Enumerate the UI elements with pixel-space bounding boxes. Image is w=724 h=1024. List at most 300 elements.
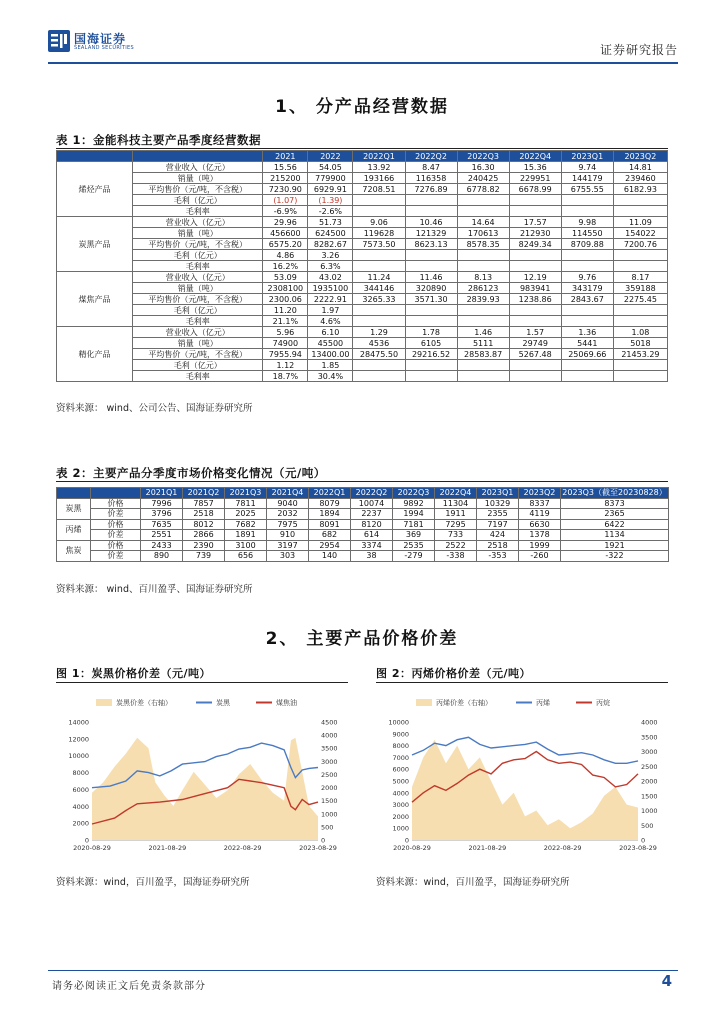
table-cell: 8120 <box>351 519 393 530</box>
table-cell <box>509 206 561 217</box>
table-cell: 1894 <box>309 509 351 520</box>
table-cell: 7181 <box>393 519 435 530</box>
table-cell: -6.9% <box>263 206 308 217</box>
table-cell: 8012 <box>183 519 225 530</box>
table-cell: 2355 <box>477 509 519 520</box>
table-cell: 983941 <box>509 283 561 294</box>
table-cell: 13.92 <box>353 162 405 173</box>
table-row <box>57 519 669 530</box>
table-cell <box>613 360 667 371</box>
row-label: 营业收入（亿元） <box>133 217 263 228</box>
table-cell <box>509 305 561 316</box>
table-cell: 21.1% <box>263 316 308 327</box>
y-right-tick-label: 3000 <box>641 748 658 756</box>
table-cell: 43.02 <box>308 272 353 283</box>
table-cell <box>405 195 457 206</box>
table-cell: 2522 <box>435 540 477 551</box>
column-header: 2023Q3（截至20230828） <box>562 488 667 498</box>
table-cell <box>457 371 509 382</box>
y-left-tick-label: 9000 <box>392 730 409 739</box>
table-cell <box>457 261 509 272</box>
y-right-tick-label: 1500 <box>641 792 658 801</box>
table-cell <box>457 250 509 261</box>
y-right-tick-label: 2500 <box>321 770 338 779</box>
table-cell: 2390 <box>183 540 225 551</box>
section-title-2: 2、 主要产品价格价差 <box>265 629 459 649</box>
table-cell: 2275.45 <box>613 294 667 305</box>
y-right-tick-label: 0 <box>641 836 646 845</box>
table-row <box>57 261 668 272</box>
table-cell: 1.57 <box>509 327 561 338</box>
row-label: 价差 <box>91 530 141 541</box>
table-cell: 2025 <box>225 509 267 520</box>
x-tick-label: 2023-08-29 <box>299 844 337 852</box>
table-row <box>57 360 668 371</box>
table-cell <box>613 316 667 327</box>
table2 <box>56 487 669 562</box>
table-row <box>57 530 669 541</box>
table-cell: 29749 <box>509 338 561 349</box>
y-right-tick-label: 3500 <box>641 733 658 742</box>
y-left-tick-label: 10000 <box>68 752 89 761</box>
table-cell: 14.64 <box>457 217 509 228</box>
table-cell: 456600 <box>263 228 308 239</box>
table-cell <box>353 305 405 316</box>
y-left-tick-label: 12000 <box>68 735 89 744</box>
figure2-source: 资料来源：wind，百川盈孚，国海证券研究所 <box>376 877 570 888</box>
table-cell: 5.96 <box>263 327 308 338</box>
table-header-row <box>57 151 668 162</box>
table-cell <box>613 371 667 382</box>
table-cell: 1238.86 <box>509 294 561 305</box>
y-left-tick-label: 4000 <box>72 802 89 811</box>
table-cell <box>613 195 667 206</box>
table-cell <box>561 371 613 382</box>
table-cell: 9.74 <box>561 162 613 173</box>
y-right-tick-label: 3000 <box>321 757 338 766</box>
table-cell: 2535 <box>393 540 435 551</box>
x-tick-label: 2022-08-29 <box>223 844 262 852</box>
logo-subtext: SEALAND SECURITIES <box>74 45 134 51</box>
table-cell: 1.97 <box>308 305 353 316</box>
table-row <box>57 283 668 294</box>
row-label: 毛利（亿元） <box>133 195 263 206</box>
y-right-tick-label: 1500 <box>321 797 338 806</box>
y-left-tick-label: 10000 <box>388 718 409 727</box>
table-cell <box>613 305 667 316</box>
table-cell: 193166 <box>353 173 405 184</box>
table-row <box>57 184 668 195</box>
table-row <box>57 272 668 283</box>
table-cell: 7635 <box>141 519 183 530</box>
table-cell: 215200 <box>263 173 308 184</box>
table-row <box>57 498 669 509</box>
table-cell: 3265.33 <box>353 294 405 305</box>
table-row <box>57 294 668 305</box>
row-label: 营业收入（亿元） <box>133 162 263 173</box>
table-cell: 343179 <box>561 283 613 294</box>
y-right-tick-label: 0 <box>321 836 326 845</box>
table-cell <box>405 360 457 371</box>
y-right-tick-label: 4500 <box>321 718 338 727</box>
table-cell: 8.47 <box>405 162 457 173</box>
table-cell: 7682 <box>225 519 267 530</box>
table-cell: 10.46 <box>405 217 457 228</box>
legend-label: 丙烯价差（右轴） <box>436 699 492 707</box>
table-cell: 6678.99 <box>509 184 561 195</box>
table-cell: 1.46 <box>457 327 509 338</box>
column-header: 2022Q1 <box>353 151 405 162</box>
table-cell <box>353 371 405 382</box>
table-cell: 1.78 <box>405 327 457 338</box>
y-left-tick-label: 8000 <box>392 742 409 751</box>
table-row <box>57 250 668 261</box>
table-cell: 11304 <box>435 498 477 509</box>
column-header: 2022Q2 <box>405 151 457 162</box>
table-cell: 2433 <box>141 540 183 551</box>
table-cell <box>561 250 613 261</box>
y-right-tick-label: 4000 <box>321 731 338 740</box>
column-header: 2021Q3 <box>225 488 267 499</box>
table-cell <box>353 261 405 272</box>
table-cell: 7857 <box>183 498 225 509</box>
table-cell: 779900 <box>308 173 353 184</box>
table-cell: 6778.82 <box>457 184 509 195</box>
table-cell: 890 <box>141 551 183 562</box>
x-tick-label: 2021-08-29 <box>468 844 507 852</box>
table-cell: 3571.30 <box>405 294 457 305</box>
column-header <box>91 488 141 499</box>
table-cell: 344146 <box>353 283 405 294</box>
table-header-row <box>57 488 669 499</box>
column-header <box>57 488 91 499</box>
legend-label: 煤焦油 <box>276 699 297 707</box>
table-row <box>57 217 668 228</box>
table-cell <box>353 360 405 371</box>
row-label: 价差 <box>91 509 141 520</box>
table-cell: 5267.48 <box>509 349 561 360</box>
table-cell: 8079 <box>309 498 351 509</box>
table-cell: 28583.87 <box>457 349 509 360</box>
table-cell: 3197 <box>267 540 309 551</box>
table-cell: 303 <box>267 551 309 562</box>
table-cell: 5018 <box>613 338 667 349</box>
table-row <box>57 162 668 173</box>
table-cell <box>561 261 613 272</box>
figure2-rule <box>376 682 668 683</box>
table-cell: 6929.91 <box>308 184 353 195</box>
row-label: 价格 <box>91 540 141 551</box>
figure1-chart <box>56 690 348 860</box>
table-cell: 2518 <box>477 540 519 551</box>
y-left-tick-label: 2000 <box>392 812 409 821</box>
legend-label: 炭黑 <box>216 699 230 707</box>
table-cell: 15.36 <box>509 162 561 173</box>
table-cell: 614 <box>351 530 393 541</box>
table-cell: 2300.06 <box>263 294 308 305</box>
table-cell <box>509 195 561 206</box>
table-cell <box>561 305 613 316</box>
table-cell: 45500 <box>308 338 353 349</box>
row-label: 毛利率 <box>133 316 263 327</box>
table-cell: 1921 <box>561 540 669 551</box>
table-cell: 170613 <box>457 228 509 239</box>
row-label: 平均售价（元/吨，不含税） <box>133 184 263 195</box>
row-label: 平均售价（元/吨，不含税） <box>133 294 263 305</box>
page-header <box>48 28 678 60</box>
column-header: 2023Q2 <box>519 488 561 499</box>
table-row <box>57 371 668 382</box>
table-cell: 8709.88 <box>561 239 613 250</box>
table-cell: 1911 <box>435 509 477 520</box>
column-header: 2021Q1 <box>141 488 183 499</box>
table-cell: 3100 <box>225 540 267 551</box>
table-cell: 13400.00 <box>308 349 353 360</box>
table-cell <box>405 250 457 261</box>
table-cell: 8091 <box>309 519 351 530</box>
table-cell <box>353 195 405 206</box>
table-cell: 1999 <box>519 540 561 551</box>
section-title-1: 1、 分产品经营数据 <box>275 97 449 117</box>
y-left-tick-label: 5000 <box>392 777 409 786</box>
table-cell: 1.36 <box>561 327 613 338</box>
table-cell: 15.56 <box>263 162 308 173</box>
table-cell: 30.4% <box>308 371 353 382</box>
table-cell: 9.06 <box>353 217 405 228</box>
x-tick-label: 2023-08-29 <box>619 844 657 852</box>
group-label: 炭黑 <box>57 498 91 519</box>
y-left-tick-label: 14000 <box>68 718 89 727</box>
column-header: 2021Q4 <box>267 488 309 499</box>
y-left-tick-label: 1000 <box>392 824 409 833</box>
table-row <box>57 327 668 338</box>
table-cell: 51.73 <box>308 217 353 228</box>
table-cell: 369 <box>393 530 435 541</box>
table-cell: 6105 <box>405 338 457 349</box>
table-cell: 1.85 <box>308 360 353 371</box>
series-line-1 <box>412 737 638 763</box>
table-cell: 1891 <box>225 530 267 541</box>
table-cell: (1.39) <box>308 195 353 206</box>
header-rule <box>48 62 678 64</box>
table-cell <box>405 316 457 327</box>
table-cell: 17.57 <box>509 217 561 228</box>
table-cell: 7955.94 <box>263 349 308 360</box>
row-label: 营业收入（亿元） <box>133 327 263 338</box>
table-row <box>57 509 669 520</box>
table-row <box>57 173 668 184</box>
column-header: 2022Q1 <box>309 488 351 499</box>
table-cell <box>457 305 509 316</box>
table-cell: 18.7% <box>263 371 308 382</box>
table-cell <box>457 206 509 217</box>
table-cell: 140 <box>309 551 351 562</box>
table-cell <box>509 360 561 371</box>
table-cell: 8.17 <box>613 272 667 283</box>
table-cell: 10074 <box>351 498 393 509</box>
column-header <box>133 151 263 162</box>
table2-title-rule <box>56 481 668 482</box>
table-cell: 1994 <box>393 509 435 520</box>
table-cell <box>561 195 613 206</box>
column-header: 2022Q4 <box>509 151 561 162</box>
row-label: 销量（吨） <box>133 338 263 349</box>
x-tick-label: 2020-08-29 <box>73 844 111 852</box>
footer-disclaimer: 请务必阅读正文后免责条款部分 <box>52 981 206 992</box>
table-row <box>57 349 668 360</box>
row-label: 毛利率 <box>133 206 263 217</box>
table-cell: -260 <box>519 551 561 562</box>
table-cell: 910 <box>267 530 309 541</box>
doc-type: 证券研究报告 <box>599 43 678 57</box>
table-cell: 2032 <box>267 509 309 520</box>
table2-title: 表 2：主要产品分季度市场价格变化情况（元/吨） <box>56 466 326 480</box>
table-row <box>57 206 668 217</box>
table-cell: 7197 <box>477 519 519 530</box>
table-cell <box>561 206 613 217</box>
row-label: 毛利（亿元） <box>133 360 263 371</box>
legend-swatch <box>416 699 432 706</box>
y-right-tick-label: 1000 <box>641 807 658 815</box>
row-label: 销量（吨） <box>133 173 263 184</box>
table-cell <box>353 250 405 261</box>
table-row <box>57 540 669 551</box>
table-cell: -338 <box>435 551 477 562</box>
table-cell <box>561 316 613 327</box>
chart-legend <box>96 698 297 707</box>
table-cell <box>405 371 457 382</box>
table-cell: 8337 <box>519 498 561 509</box>
table1-title: 表 1：金能科技主要产品季度经营数据 <box>56 133 262 147</box>
table-cell <box>509 371 561 382</box>
table-cell: 3374 <box>351 540 393 551</box>
figure2-title: 图 2：丙烯价格价差（元/吨） <box>376 667 532 680</box>
y-right-tick-label: 1000 <box>321 810 338 819</box>
x-tick-label: 2022-08-29 <box>543 844 582 852</box>
table-cell: 53.09 <box>263 272 308 283</box>
legend-label: 丙烷 <box>596 699 610 707</box>
table-cell: 1935100 <box>308 283 353 294</box>
table-cell: 320890 <box>405 283 457 294</box>
row-label: 平均售价（元/吨，不含税） <box>133 349 263 360</box>
row-label: 销量（吨） <box>133 283 263 294</box>
table-cell: 29216.52 <box>405 349 457 360</box>
column-header: 2022Q2 <box>351 488 393 499</box>
y-left-tick-label: 7000 <box>392 753 409 762</box>
table1-title-rule <box>56 148 668 149</box>
table-row <box>57 338 668 349</box>
table-cell: -2.6% <box>308 206 353 217</box>
table-cell: 7208.51 <box>353 184 405 195</box>
table-cell: 16.2% <box>263 261 308 272</box>
row-label: 毛利率 <box>133 261 263 272</box>
table-cell: 121329 <box>405 228 457 239</box>
y-right-tick-label: 2500 <box>641 762 658 771</box>
column-header: 2021 <box>263 151 308 162</box>
table-cell: 624500 <box>308 228 353 239</box>
table-cell <box>457 316 509 327</box>
table-cell: 7295 <box>435 519 477 530</box>
table-cell: 6575.20 <box>263 239 308 250</box>
column-header: 2022Q4 <box>435 488 477 499</box>
table-cell: 424 <box>477 530 519 541</box>
column-header: 2021Q2 <box>183 488 225 499</box>
table-cell: 29.96 <box>263 217 308 228</box>
column-header: 2022 <box>308 151 353 162</box>
table-row <box>57 228 668 239</box>
table-cell: 119628 <box>353 228 405 239</box>
figure1-title: 图 1：炭黑价格价差（元/吨） <box>56 667 212 680</box>
table-cell <box>353 206 405 217</box>
table-cell: (1.07) <box>263 195 308 206</box>
column-header: 2022Q3 <box>457 151 509 162</box>
table-cell: 11.46 <box>405 272 457 283</box>
table-cell: 239460 <box>613 173 667 184</box>
table-row <box>57 195 668 206</box>
group-label: 精化产品 <box>57 327 133 382</box>
row-label: 销量（吨） <box>133 228 263 239</box>
sealand-logo-icon <box>48 30 70 52</box>
table-cell: 4.6% <box>308 316 353 327</box>
table-cell <box>613 206 667 217</box>
table-cell: 6.10 <box>308 327 353 338</box>
table-cell: 4119 <box>519 509 561 520</box>
legend-swatch <box>96 699 112 706</box>
table-cell: 25069.66 <box>561 349 613 360</box>
table-cell: 2866 <box>183 530 225 541</box>
table-cell: 2518 <box>183 509 225 520</box>
figure1-rule <box>56 682 348 683</box>
y-right-tick-label: 4000 <box>641 718 658 727</box>
column-header: 2022Q3 <box>393 488 435 499</box>
table-cell: 6.3% <box>308 261 353 272</box>
table-cell: -322 <box>561 551 669 562</box>
row-label: 价格 <box>91 498 141 509</box>
row-label: 毛利率 <box>133 371 263 382</box>
table-cell <box>457 195 509 206</box>
table-cell: 7573.50 <box>353 239 405 250</box>
table-cell: 8282.67 <box>308 239 353 250</box>
table2-source: 资料来源： wind、百川盈孚、国海证券研究所 <box>56 584 253 595</box>
table-cell: 656 <box>225 551 267 562</box>
table-cell: 1.08 <box>613 327 667 338</box>
y-left-tick-label: 0 <box>84 836 89 845</box>
table-cell: 1378 <box>519 530 561 541</box>
table-cell: 9040 <box>267 498 309 509</box>
table-cell: 16.30 <box>457 162 509 173</box>
table-cell: 359188 <box>613 283 667 294</box>
table-cell: 9.76 <box>561 272 613 283</box>
y-left-tick-label: 0 <box>404 836 409 845</box>
table-cell: 2954 <box>309 540 351 551</box>
table-cell: 7811 <box>225 498 267 509</box>
table-cell: 2551 <box>141 530 183 541</box>
table-cell: 154022 <box>613 228 667 239</box>
y-right-tick-label: 500 <box>321 823 334 832</box>
table-cell: 4536 <box>353 338 405 349</box>
table-cell <box>353 316 405 327</box>
table-cell: 1.12 <box>263 360 308 371</box>
table-cell <box>509 316 561 327</box>
table-cell: 2222.91 <box>308 294 353 305</box>
page-number: 4 <box>661 972 672 990</box>
table-cell: 739 <box>183 551 225 562</box>
x-tick-label: 2021-08-29 <box>148 844 187 852</box>
figure2-chart <box>376 690 668 860</box>
y-left-tick-label: 8000 <box>72 769 89 778</box>
row-label: 毛利（亿元） <box>133 250 263 261</box>
y-right-tick-label: 2000 <box>641 777 658 786</box>
